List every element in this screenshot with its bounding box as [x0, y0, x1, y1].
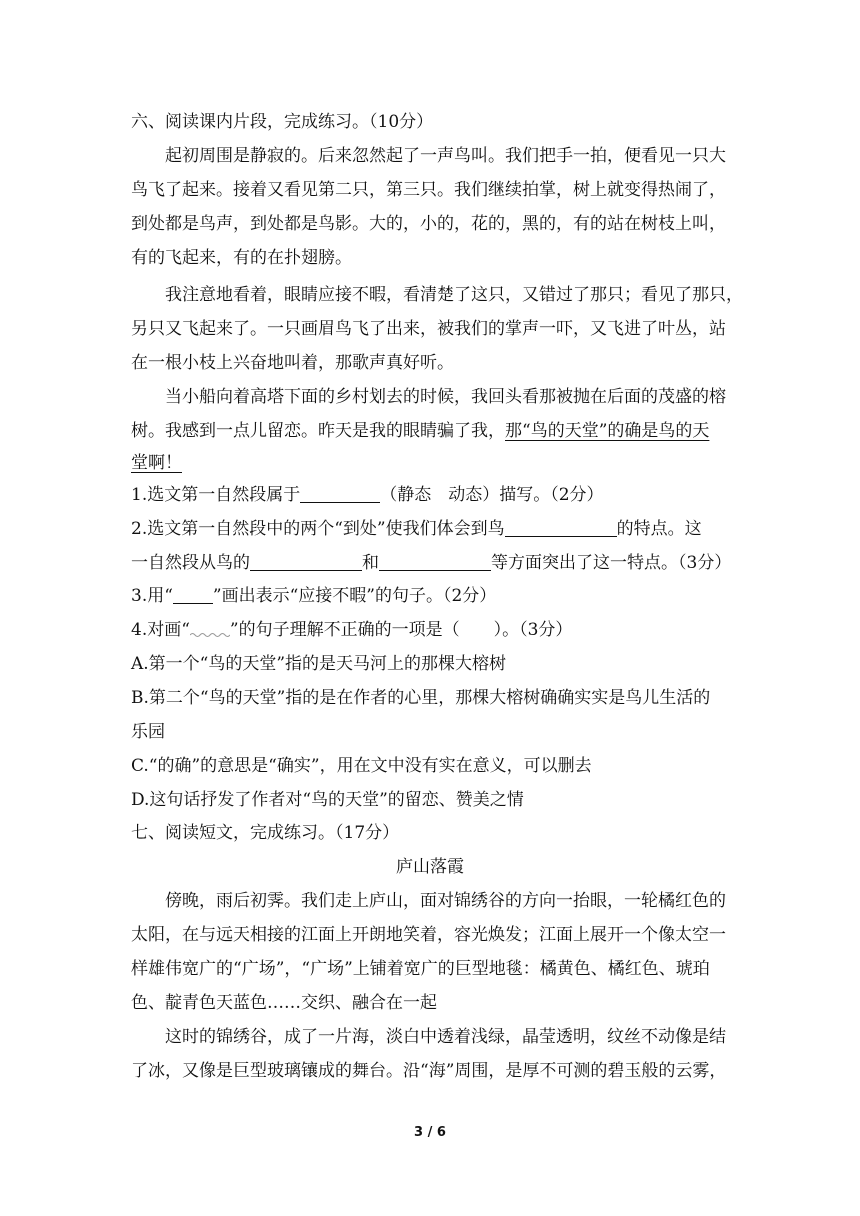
wavy-line-mark: [190, 621, 230, 638]
page-number: 3 / 6: [414, 1125, 446, 1140]
question-1: [131, 484, 604, 506]
underlined-sentence: 那“鸟的天堂”的确是鸟的天: [505, 421, 710, 441]
passage-line: 太阳，在与远天相接的江面上开朗地笑着，容光焕发；江面上展开一个像太空一: [131, 925, 726, 945]
option-a: A.第一个“鸟的天堂”指的是天马河上的那棵大榕树: [131, 654, 507, 674]
question-1-prefix: 1.选文第一自然段属于: [131, 485, 301, 505]
question-2-line1: [131, 518, 702, 540]
option-b-continued: 乐园: [131, 722, 165, 742]
option-c: C.“的确”的意思是“确实”，用在文中没有实在意义，可以删去: [131, 756, 592, 776]
option-b: B.第二个“鸟的天堂”指的是在作者的心里，那棵大榕树确确实实是鸟儿生活的: [131, 688, 711, 708]
passage-line: 鸟飞了起来。接着又看见第二只，第三只。我们继续拍掌，树上就变得热闹了，: [131, 180, 726, 200]
straight-line-mark: [173, 586, 213, 604]
passage-line: 在一根小枝上兴奋地叫着，那歌声真好听。: [131, 353, 454, 373]
passage-line: 这时的锦绣谷，成了一片海，淡白中透着浅绿，晶莹透明，纹丝不动像是结: [165, 1027, 726, 1047]
passage-line: 起初周围是静寂的。后来忽然起了一声鸟叫。我们把手一拍，便看见一只大: [165, 146, 726, 166]
answer-blank-2b[interactable]: [250, 553, 362, 571]
passage-line: 另只又飞起来了。一只画眉鸟飞了出来，被我们的掌声一吓，又飞进了叶丛，站: [131, 319, 726, 339]
passage-text: 树。我感到一点儿留恋。昨天是我的眼睛骗了我，: [131, 421, 505, 441]
question-3-suffix: ”画出表示“应接不暇”的句子。（2分）: [212, 586, 497, 606]
question-2-suffix1: 的特点。这: [616, 519, 702, 539]
section6-heading: 六、阅读课内片段，完成练习。（10分）: [131, 112, 434, 132]
answer-blank-2a[interactable]: [505, 519, 617, 537]
question-3-prefix: 3.用“: [131, 586, 173, 606]
question-2-suffix2: 等方面突出了这一特点。（3分）: [491, 553, 732, 573]
passage-line: 我注意地看着，眼睛应接不暇，看清楚了这只，又错过了那只；看见了那只，: [165, 285, 743, 305]
passage-line: 了冰，又像是巨型玻璃镶成的舞台。沿“海”周围，是厚不可测的碧玉般的云雾，: [131, 1061, 727, 1081]
passage-line: 到处都是鸟声，到处都是鸟影。大的，小的，花的，黑的，有的站在树枝上叫，: [131, 214, 726, 234]
question-3: [131, 585, 496, 607]
passage-title: 庐山落霞: [396, 857, 464, 877]
answer-blank-2c[interactable]: [379, 553, 491, 571]
answer-blank-1[interactable]: [300, 485, 380, 503]
passage-line: 当小船向着高塔下面的乡村划去的时候，我回头看那被抛在后面的茂盛的榕: [165, 387, 726, 407]
option-d: D.这句话抒发了作者对“鸟的天堂”的留恋、赞美之情: [131, 790, 524, 810]
underlined-sentence-end: 堂啊！: [131, 453, 182, 473]
passage-line: 傍晚，雨后初霁。我们走上庐山，面对锦绣谷的方向一抬眼，一轮橘红色的: [165, 891, 726, 911]
passage-line: [131, 420, 709, 442]
question-2-prefix: 2.选文第一自然段中的两个“到处”使我们体会到鸟: [131, 519, 505, 539]
passage-line: 有的飞起来，有的在扑翅膀。: [131, 248, 352, 268]
question-2-line2: [131, 552, 731, 574]
question-2-mid: 和: [362, 553, 379, 573]
question-4-suffix: ”的句子理解不正确的一项是（ ）。（3分）: [229, 620, 573, 640]
passage-line: 样雄伟宽广的“广场”，“广场”上铺着宽广的巨型地毯：橘黄色、橘红色、琥珀: [131, 959, 710, 979]
question-4: [131, 619, 572, 641]
question-2-prefix2: 一自然段从鸟的: [131, 553, 250, 573]
question-4-prefix: 4.对画“: [131, 620, 190, 640]
passage-line: 色、靛青色天蓝色……交织、融合在一起: [131, 993, 437, 1013]
question-1-suffix: （静态 动态）描写。（2分）: [380, 485, 604, 505]
section7-heading: 七、阅读短文，完成练习。（17分）: [131, 823, 400, 843]
